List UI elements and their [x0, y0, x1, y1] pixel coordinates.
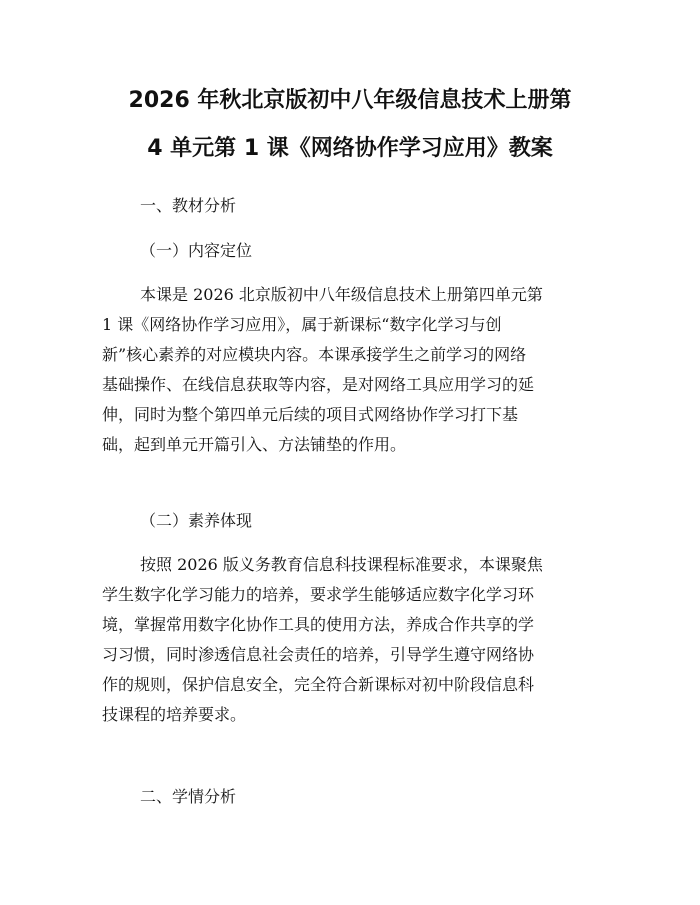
- section-heading-learner-analysis: 二、学情分析: [140, 787, 237, 806]
- paragraph-content-positioning: [102, 280, 602, 460]
- section-heading-teaching-material-analysis: 一、教材分析: [140, 196, 237, 215]
- paragraph-line: 习习惯，同时渗透信息社会责任的培养，引导学生遵守网络协: [102, 645, 535, 664]
- document-title-line-2: 4 单元第 1 课《网络协作学习应用》教案: [147, 136, 553, 161]
- paragraph-line: 境，掌握常用数字化协作工具的使用方法，养成合作共享的学: [102, 615, 535, 634]
- document-title-line-1: 2026 年秋北京版初中八年级信息技术上册第: [128, 88, 572, 113]
- paragraph-line: 伸，同时为整个第四单元后续的项目式网络协作学习打下基: [102, 405, 519, 424]
- paragraph-line: 基础操作、在线信息获取等内容，是对网络工具应用学习的延: [102, 375, 535, 394]
- paragraph-line: 学生数字化学习能力的培养，要求学生能够适应数字化学习环: [102, 585, 535, 604]
- subsection-heading-literacy-embodiment: （二）素养体现: [140, 511, 253, 530]
- paragraph-line: 本课是 2026 北京版初中八年级信息技术上册第四单元第: [140, 285, 543, 304]
- subsection-heading-content-positioning: （一）内容定位: [140, 241, 253, 260]
- paragraph-line: 按照 2026 版义务教育信息科技课程标准要求，本课聚焦: [140, 555, 543, 574]
- paragraph-line: 1 课《网络协作学习应用》，属于新课标“数字化学习与创: [102, 315, 502, 334]
- paragraph-literacy-embodiment: [102, 550, 602, 730]
- paragraph-line: 础，起到单元开篇引入、方法铺垫的作用。: [102, 435, 407, 454]
- paragraph-line: 技课程的培养要求。: [102, 705, 247, 724]
- paragraph-line: 新”核心素养的对应模块内容。本课承接学生之前学习的网络: [102, 345, 527, 364]
- paragraph-line: 作的规则，保护信息安全，完全符合新课标对初中阶段信息科: [102, 675, 535, 694]
